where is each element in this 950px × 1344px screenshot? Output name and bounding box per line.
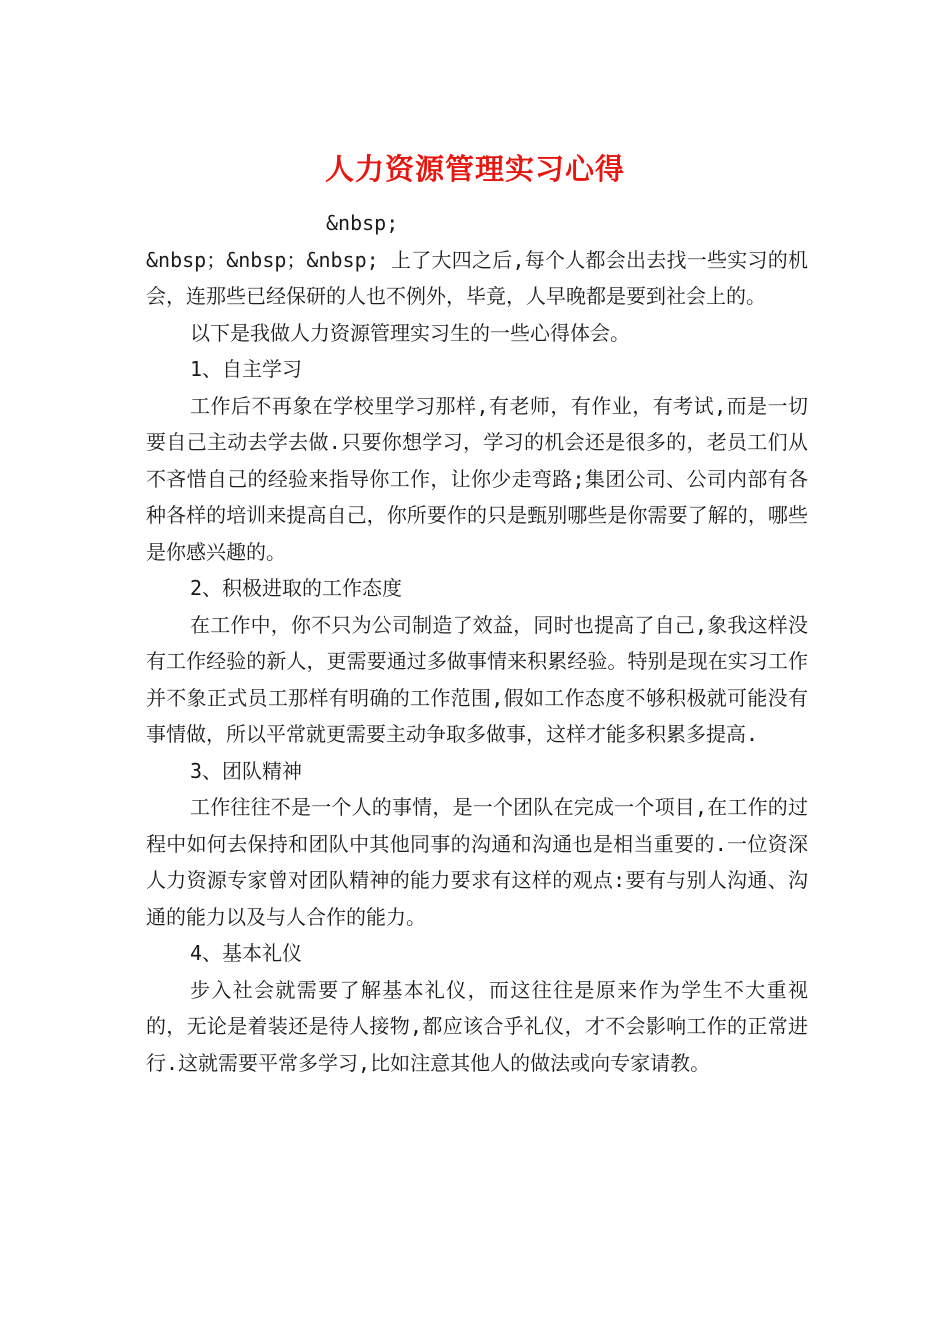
- section-heading-3: 3、团队精神: [190, 758, 303, 783]
- paragraph-intro: &nbsp；&nbsp；&nbsp; 上了大四之后,每个人都会出去找一些实习的机会，连那些已经保研的人也不例外，毕竟，人早晚都是要到社会上的。: [146, 247, 808, 308]
- section-heading-4: 4、基本礼仪: [190, 941, 303, 965]
- document-body: [146, 205, 808, 1081]
- paragraph-section-4: 步入社会就需要了解基本礼仪，而这往往是原来作为学生不大重视的，无论是着装还是待人接物,都应该合乎礼仪，才不会影响工作的正常进行.这就需要平常多学习,比如注意其他人的做法或向专家请教。: [146, 977, 808, 1075]
- section-heading-1: 1、自主学习: [190, 357, 303, 381]
- paragraph-section-2: 在工作中，你不只为公司制造了效益，同时也提高了自己,象我这样没有工作经验的新人，更需要通过多做事情来积累经验。特别是现在实习工作并不象正式员工那样有明确的工作范围,假如工作态度不够积极就可能没有事情做，所以平常就更需要主动争取多做事，这样才能多积累多提高.: [146, 612, 808, 746]
- paragraph-section-3: 工作往往不是一个人的事情，是一个团队在完成一个项目,在工作的过程中如何去保持和团队中其他同事的沟通和沟通也是相当重要的.一位资深人力资源专家曾对团队精神的能力要求有这样的观点:要有与别人沟通、沟通的能力以及与人合作的能力。: [146, 795, 808, 929]
- paragraph-nbsp: &nbsp;: [326, 211, 399, 235]
- section-heading-2: 2、积极进取的工作态度: [190, 576, 403, 600]
- document-title: 人力资源管理实习心得: [324, 152, 625, 187]
- paragraph-overview: 以下是我做人力资源管理实习生的一些心得体会。: [190, 320, 630, 345]
- paragraph-section-1: 工作后不再象在学校里学习那样,有老师，有作业，有考试,而是一切要自己主动去学去做.只要你想学习，学习的机会还是很多的，老员工们从不吝惜自己的经验来指导你工作，让你少走弯路;集团公司、公司内部有各种各样的培训来提高自己，你所要作的只是甄别哪些是你需要了解的，哪些是你感兴趣的。: [146, 393, 808, 564]
